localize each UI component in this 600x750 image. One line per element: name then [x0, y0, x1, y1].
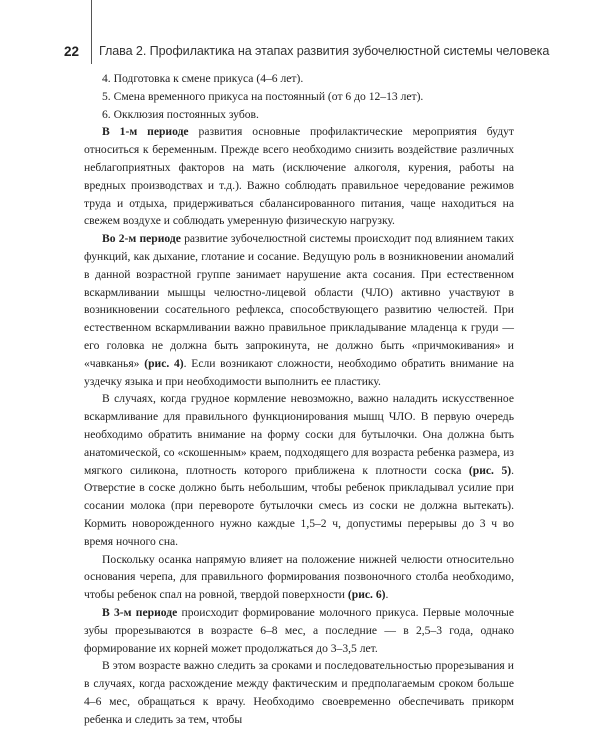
paragraph-eruption-timing: В этом возрасте важно следить за сроками и последовательностью прорезывания и в случаях, когда расхождение между фактическим и предполагаемым сроком больше 4–6 мес, обращаться к врачу. Необходимо своевременно обеспечивать прикорм ребенка и следить за тем, чтобы: [84, 659, 514, 726]
paragraph-period-1: В 1-м периоде развития основные профилактические мероприятия будут относиться к беременным. Прежде всего необходимо снизить воздействие различных неблагоприятных факторов на мать (исключение алкоголя, курения, работы на вредных производствах и т.д.). Важно соблюдать правильное чередование режимов труда и отдыха, придерживаться сбалансированного питания, чаще находиться на свежем воздухе и соблюдать умеренную физическую нагрузку.: [84, 125, 515, 228]
list-item: 5. Смена временного прикуса на постоянный (от 6 до 12–13 лет).: [102, 89, 424, 103]
period-heading: В 3-м периоде: [102, 605, 178, 619]
paragraph-posture: Поскольку осанка напрямую влияет на положение нижней челюсти относительно основания черепа, для правильного формирования позвоночного столба необходимо, чтобы ребенок спал на ровной, твердой поверхности (рис. 6).: [84, 552, 514, 602]
page-body: [84, 70, 514, 728]
period-heading: Во 2-м периоде: [102, 232, 181, 246]
paragraph-period-2: Во 2-м периоде развитие зубочелюстной системы происходит под влиянием таких функций, как дыхание, глотание и сосание. Ведущую роль в возникновении аномалий в данной возрастной группе занимает нарушение акта сосания. При естественном вскармливании мышцы челюстно-лицевой области (ЧЛО) активно участвуют в возникновении сосательного рефлекса, способствующего развитию челюстей. При естественном вскармливании важно правильное прикладывание младенца к груди — его головка не должна быть запрокинута, не должно быть «причмокивания» и «чавканья» (рис. 4). Если возникают сложности, необходимо обратить внимание на уздечку языка и при необходимости выполнить ее пластику.: [84, 232, 515, 388]
paragraph-period-3: В 3-м периоде происходит формирование молочного прикуса. Первые молочные зубы прорезываются в возрасте 6–8 мес, а последние — в 2,5–3 года, однако формирование их корней может продолжаться до 3–3,5 лет.: [84, 605, 514, 655]
list-item: 6. Окклюзия постоянных зубов.: [102, 107, 259, 121]
list-item: 4. Подготовка к смене прикуса (4–6 лет).: [102, 72, 304, 85]
running-header: [64, 44, 580, 62]
figure-reference: (рис. 6): [347, 588, 386, 602]
chapter-title: Глава 2. Профилактика на этапах развития зубочелюстной системы человека: [99, 44, 550, 58]
paragraph-artificial-feeding: В случаях, когда грудное кормление невозможно, важно наладить искусственное вскармливание для правильного функционирования мышц ЧЛО. В первую очередь необходимо обратить внимание на форму соски для бутылочки. Она должна быть анатомической, со «скошенным» краем, подходящего для возраста ребенка размера, из мягкого силикона, плотность которого приближена к плотности соска (рис. 5). Отверстие в соске должно быть небольшим, чтобы ребенок прикладывал усилие при сосании молока (при перевороте бутылочки смесь из соски не должна вытекать). Кормить новорожденного нужно каждые 1,5–2 ч, допустимы перерывы до 3 ч во время ночного сна.: [84, 392, 515, 548]
period-heading: В 1-м периоде: [102, 125, 189, 139]
figure-reference: (рис. 4): [144, 356, 184, 370]
figure-reference: (рис. 5): [468, 463, 512, 477]
page-number: 22: [64, 44, 80, 59]
